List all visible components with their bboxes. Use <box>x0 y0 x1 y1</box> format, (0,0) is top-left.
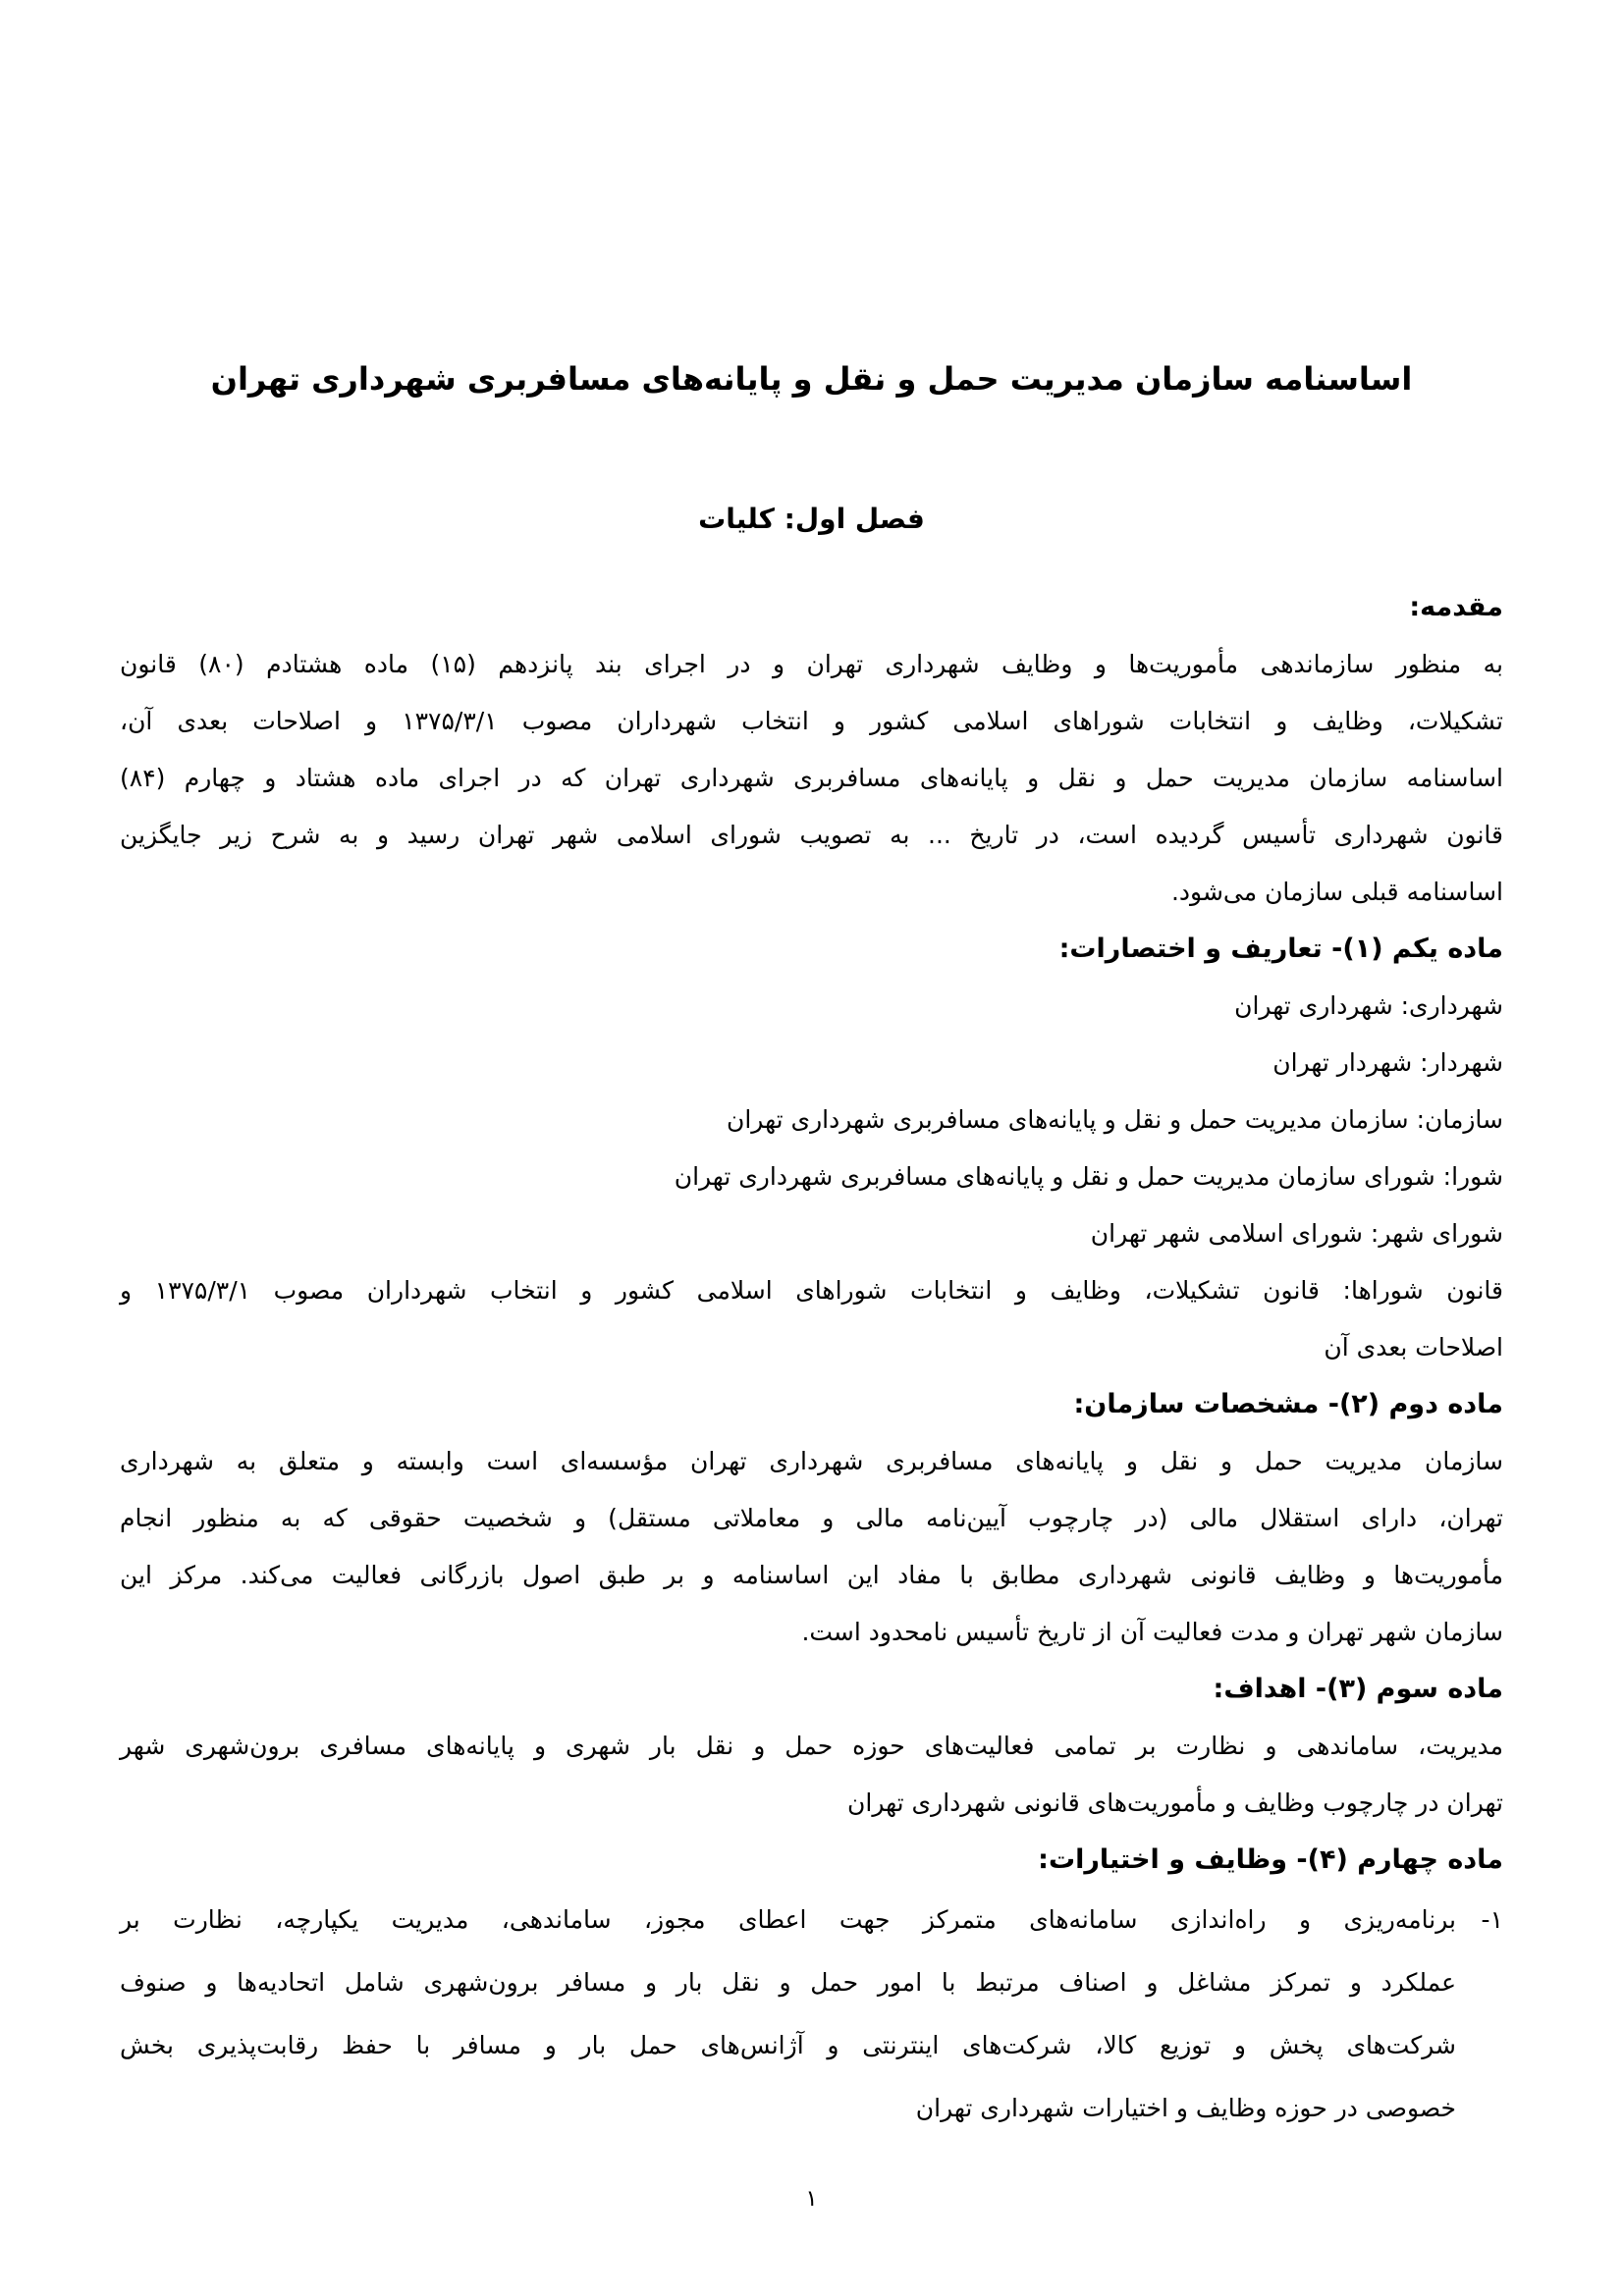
article-2-heading: ماده دوم (۲)- مشخصات سازمان: <box>1073 1389 1503 1419</box>
introduction-heading: مقدمه: <box>1409 592 1503 622</box>
introduction-line: اساسنامه سازمان مدیریت حمل و نقل و پایانه‌های مسافربری شهرداری تهران که در اجرای ماده هشتاد و چهارم (۸۴) <box>120 764 1503 792</box>
article-4-heading: ماده چهارم (۴)- وظایف و اختیارات: <box>1038 1844 1503 1875</box>
definition-line: شورا: شورای سازمان مدیریت حمل و نقل و پایانه‌های مسافربری شهرداری تهران <box>674 1162 1503 1191</box>
section-article-1 <box>120 921 1503 1376</box>
definition-line: شهرداری: شهرداری تهران <box>1234 991 1503 1020</box>
definition-line: قانون شوراها: قانون تشکیلات، وظایف و انتخابات شوراهای اسلامی کشور و انتخاب شهرداران مصوب ۱۳۷۵/۳/۱ و <box>120 1276 1503 1305</box>
introduction-line: قانون شهرداری تأسیس گردیده است، در تاریخ ... به تصویب شورای اسلامی شهر تهران رسید و به شرح زیر جایگزین <box>120 821 1503 849</box>
section-introduction <box>120 579 1503 921</box>
article-3-heading: ماده سوم (۳)- اهداف: <box>1213 1674 1503 1704</box>
document-title: اساسنامه سازمان مدیریت حمل و نقل و پایانه‌های مسافربری شهرداری تهران <box>210 360 1413 398</box>
article-2-line: سازمان شهر تهران و مدت فعالیت آن از تاریخ تأسیس نامحدود است. <box>801 1618 1503 1646</box>
article-4-item-1 <box>120 1889 1503 2140</box>
section-article-4 <box>120 1832 1503 2140</box>
article-4-item-line: خصوصی در حوزه وظایف و اختیارات شهرداری تهران <box>915 2094 1456 2122</box>
definition-line: اصلاحات بعدی آن <box>1324 1333 1503 1362</box>
section-article-2 <box>120 1376 1503 1661</box>
chapter-1-heading: فصل اول: کلیات <box>698 503 925 535</box>
article-4-item-line: عملکرد و تمرکز مشاغل و اصناف مرتبط با امور حمل و نقل بار و مسافر برون‌شهری شامل اتحادیه‌ها و صنوف <box>120 1968 1456 1997</box>
article-1-heading: ماده یکم (۱)- تعاریف و اختصارات: <box>1058 934 1503 964</box>
introduction-line: به منظور سازماندهی مأموریت‌ها و وظایف شهرداری تهران و در اجرای بند پانزدهم (۱۵) ماده هشتادم (۸۰) قانون <box>120 650 1503 678</box>
definition-line: سازمان: سازمان مدیریت حمل و نقل و پایانه‌های مسافربری شهرداری تهران <box>726 1105 1503 1134</box>
article-2-line: تهران، دارای استقلال مالی (در چارچوب آیین‌نامه مالی و معاملاتی مستقل) و شخصیت حقوقی که به منظور انجام <box>120 1504 1503 1532</box>
introduction-line: تشکیلات، وظایف و انتخابات شوراهای اسلامی کشور و انتخاب شهرداران مصوب ۱۳۷۵/۳/۱ و اصلاحات بعدی آن، <box>120 707 1503 735</box>
article-2-line: سازمان مدیریت حمل و نقل و پایانه‌های مسافربری شهرداری تهران مؤسسه‌ای است وابسته و متعلق به شهرداری <box>120 1447 1503 1475</box>
definition-line: شورای شهر: شورای اسلامی شهر تهران <box>1090 1219 1503 1248</box>
item-1-number: ۱- <box>1481 1905 1503 1934</box>
section-article-3 <box>120 1661 1503 1832</box>
article-4-item-line: برنامه‌ریزی و راه‌اندازی سامانه‌های متمرکز جهت اعطای مجوز، ساماندهی، مدیریت یکپارچه، نظارت بر <box>120 1905 1456 1934</box>
page-number: ۱ <box>805 2186 818 2212</box>
article-3-line: تهران در چارچوب وظایف و مأموریت‌های قانونی شهرداری تهران <box>847 1789 1503 1817</box>
definition-line: شهردار: شهردار تهران <box>1272 1048 1503 1077</box>
article-4-item-line: شرکت‌های پخش و توزیع کالا، شرکت‌های اینترنتی و آژانس‌های حمل بار و مسافر با حفظ رقابت‌پذیری بخش <box>120 2031 1456 2059</box>
article-3-line: مدیریت، ساماندهی و نظارت بر تمامی فعالیت‌های حوزه حمل و نقل بار شهری و پایانه‌های مسافری برون‌شهری شهر <box>120 1732 1503 1760</box>
introduction-line: اساسنامه قبلی سازمان می‌شود. <box>1170 878 1503 906</box>
article-2-line: مأموریت‌ها و وظایف قانونی شهرداری مطابق با مفاد این اساسنامه و بر طبق اصول بازرگانی فعالیت می‌کند. مرکز این <box>120 1561 1503 1589</box>
